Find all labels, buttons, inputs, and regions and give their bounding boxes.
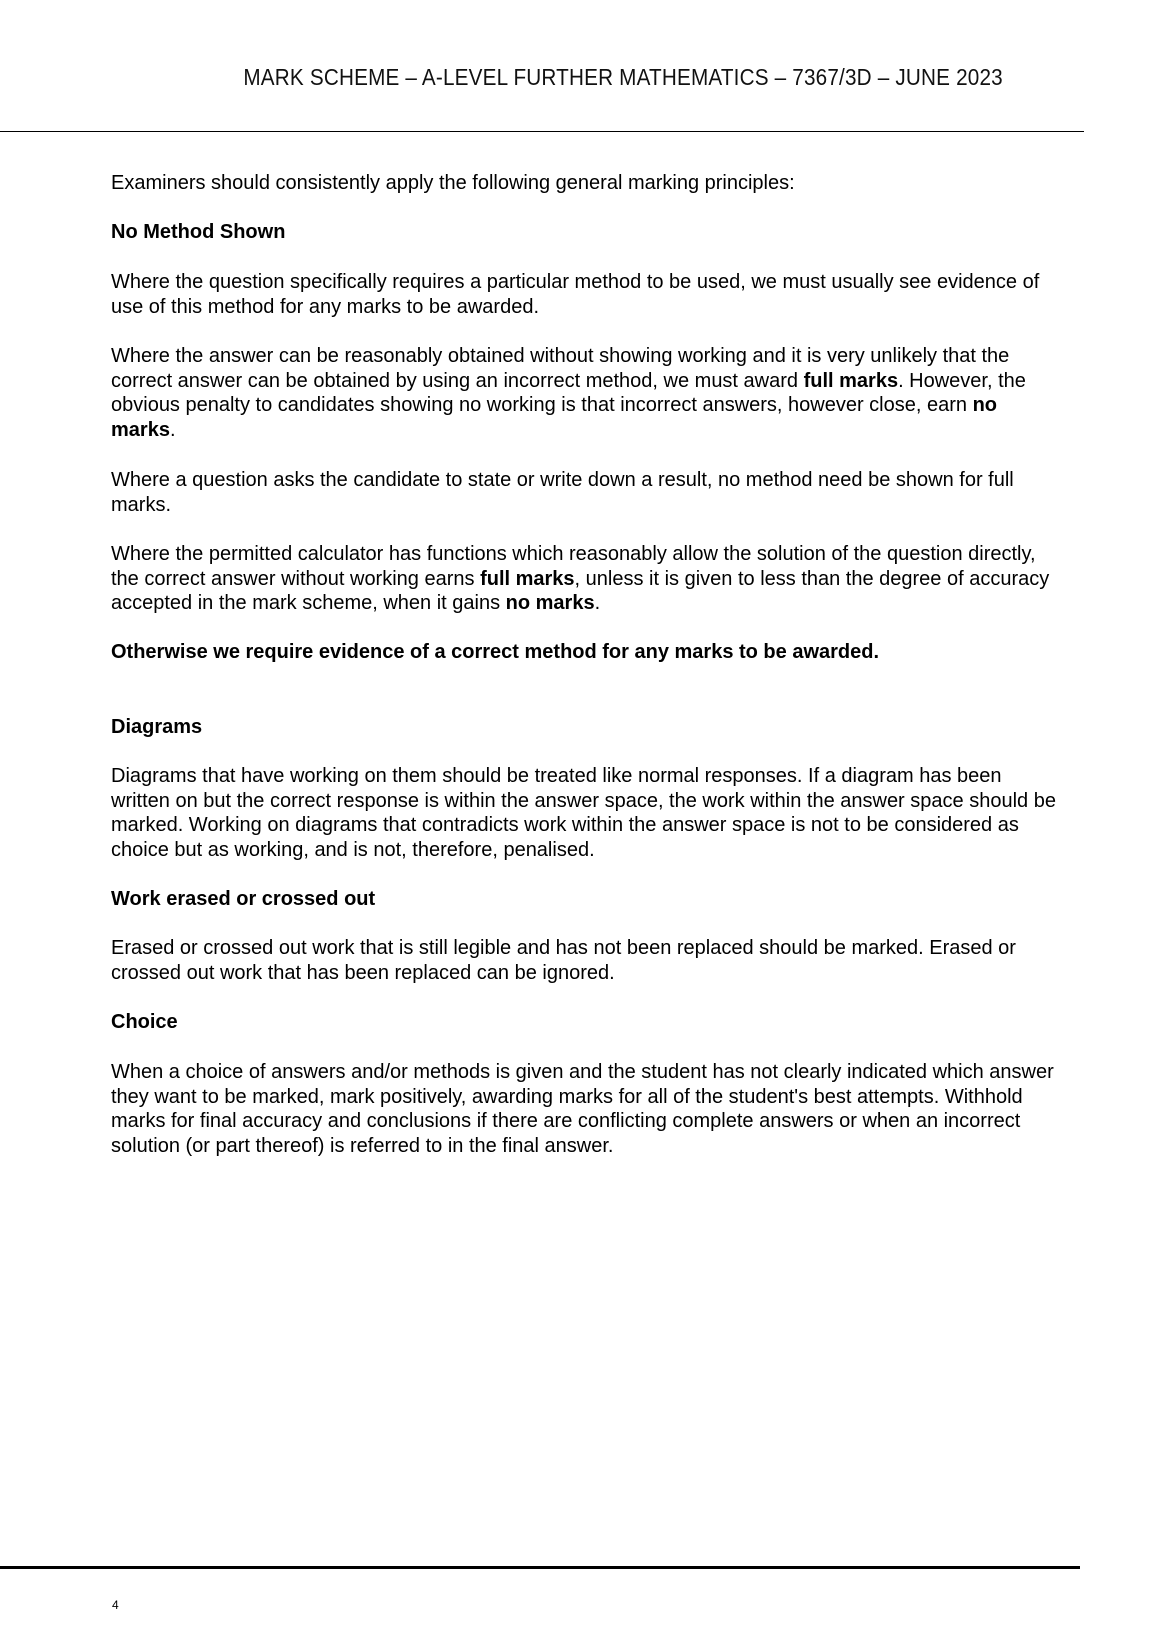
text-run: Erased or crossed out work that is still legible and has not been replaced should be marked. Erased or crossed out work that has been replaced can be ignored. — [111, 937, 1016, 984]
paragraph — [111, 1060, 1063, 1158]
paragraph — [111, 270, 1063, 319]
text-run: Where a question asks the candidate to state or write down a result, no method need be shown for full marks. — [111, 469, 1014, 516]
paragraph — [111, 542, 1063, 616]
text-run: . However, the obvious penalty to candidates showing no working is that incorrect answers, however close, earn — [111, 369, 1026, 417]
heading-work-erased — [111, 887, 1063, 912]
header-divider — [0, 131, 1084, 132]
text-run: Where the answer can be reasonably obtained without showing working and it is very unlikely that the correct answer can be obtained by using an incorrect method, we must award — [111, 345, 1010, 392]
text-run: . — [169, 418, 176, 441]
text-run: Where the question specifically requires a particular method to be used, we must usually see evidence of use of this method for any marks to be awarded. — [111, 271, 1040, 318]
page-number: 4 — [112, 1598, 119, 1612]
heading-diagrams — [111, 715, 1063, 740]
text-run: Diagrams that have working on them should be treated like normal responses. If a diagram has been written on but the correct response is within the answer space, the work within the answer space should be marked. Working on diagrams that contradicts work within the answer space is not to be considered as choice but as working, and is not, therefore, penalised. — [111, 765, 1056, 861]
bold-text: no marks — [111, 394, 998, 441]
text-run: Examiners should consistently apply the following general marking principles: — [111, 172, 795, 194]
bold-text: full marks — [480, 567, 575, 590]
text-run: Where the permitted calculator has functions which reasonably allow the solution of the question directly, the correct answer without working earns — [111, 543, 1036, 590]
bold-text: Work erased or crossed out — [111, 888, 376, 910]
bold-text: Choice — [111, 1011, 178, 1033]
heading-choice — [111, 1010, 1063, 1035]
bold-text: Diagrams — [111, 716, 203, 738]
bold-text: full marks — [803, 369, 899, 392]
page-header-title: MARK SCHEME – A-LEVEL FURTHER MATHEMATICS – 7367/3D – JUNE 2023 — [243, 64, 1003, 90]
intro-paragraph — [111, 171, 1063, 196]
paragraph — [111, 764, 1063, 862]
text-run: , unless it is given to less than the degree of accuracy accepted in the mark scheme, when it gains — [111, 567, 1050, 615]
paragraph — [111, 936, 1063, 985]
bold-text: no marks — [505, 592, 595, 615]
bold-text: Otherwise we require evidence of a correct method for any marks to be awarded. — [111, 641, 880, 663]
text-run: . — [594, 592, 601, 615]
bold-text: No Method Shown — [111, 221, 286, 243]
text-run: When a choice of answers and/or methods is given and the student has not clearly indicated which answer they want to be marked, mark positively, awarding marks for all of the student's best attempts. Withhold marks for final accuracy and conclusions if there are conflicting complete answers or when an incorrect solution (or part thereof) is referred to in the final answer. — [111, 1061, 1054, 1157]
paragraph — [111, 468, 1063, 517]
paragraph — [111, 344, 1063, 442]
bold-statement — [111, 640, 1063, 665]
heading-no-method-shown — [111, 220, 1063, 245]
footer-divider — [0, 1566, 1080, 1569]
